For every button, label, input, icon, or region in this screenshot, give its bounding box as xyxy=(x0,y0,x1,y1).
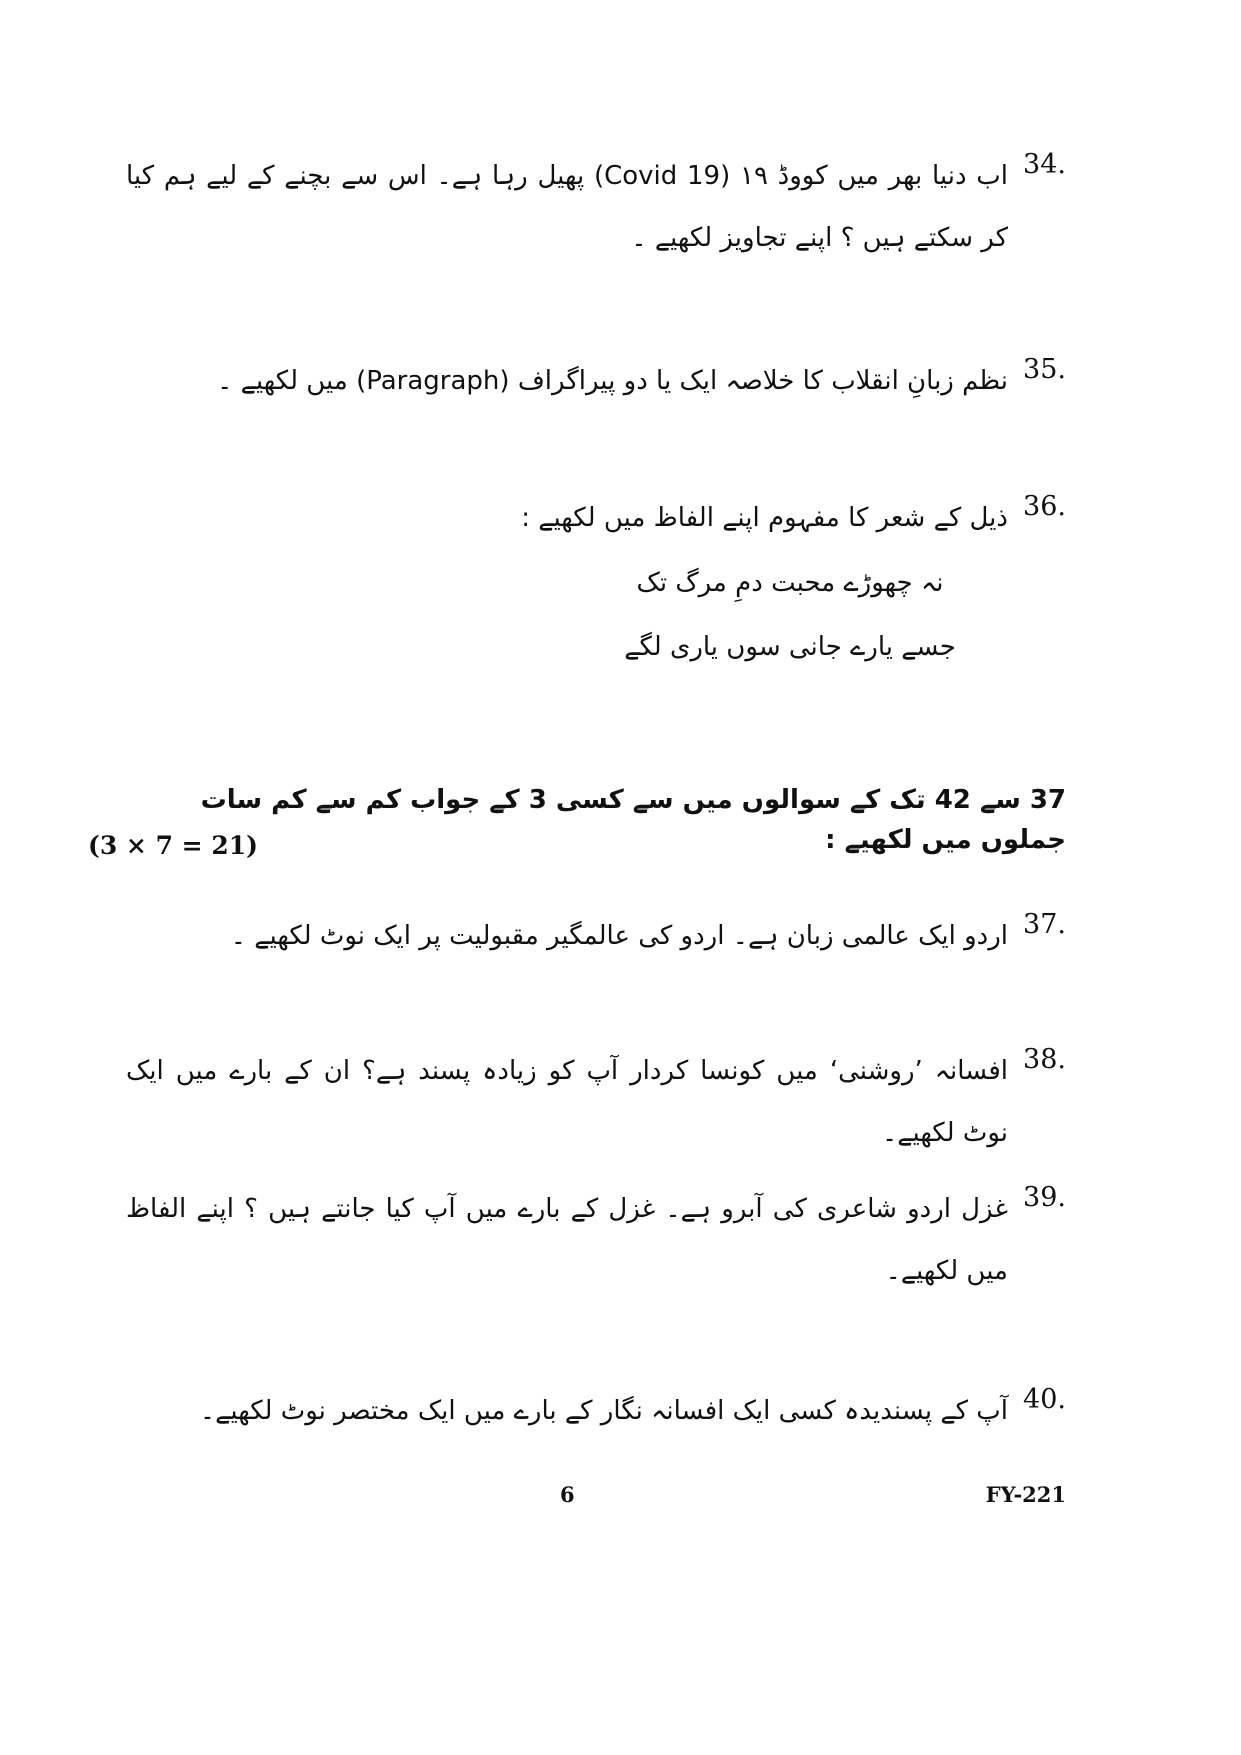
question-39 xyxy=(126,1178,1066,1302)
question-37 xyxy=(126,905,1066,967)
question-text: ذیل کے شعر کا مفہوم اپنے الفاظ میں لکھیے : xyxy=(521,503,1008,533)
paper-code: FY-221 xyxy=(985,1482,1066,1507)
page-number: 6 xyxy=(560,1482,575,1507)
question-34 xyxy=(126,145,1066,269)
question-number: 37. xyxy=(1023,909,1066,940)
question-number: 38. xyxy=(1023,1044,1066,1075)
question-35 xyxy=(126,350,1066,412)
question-text: غزل اردو شاعری کی آبرو ہے۔ غزل کے بارے میں آپ کیا جانتے ہیں ؟ اپنے الفاظ میں لکھیے۔ xyxy=(126,1194,1008,1286)
question-text: آپ کے پسندیدہ کسی ایک افسانہ نگار کے بارے میں ایک مختصر نوٹ لکھیے۔ xyxy=(199,1396,1008,1426)
verse-line-2: جسے یارے جانی سوں یاری لگے xyxy=(624,632,956,662)
question-36 xyxy=(126,487,1066,549)
question-text: اردو ایک عالمی زبان ہے۔ اردو کی عالمگیر مقبولیت پر ایک نوٹ لکھیے ۔ xyxy=(230,921,1008,951)
question-text: افسانہ ’روشنی‘ میں کونسا کردار آپ کو زیادہ پسند ہے؟ ان کے بارے میں ایک نوٹ لکھیے۔ xyxy=(126,1056,1008,1148)
question-number: 40. xyxy=(1023,1384,1066,1415)
verse-line-1: نہ چھوڑے محبت دمِ مرگ تک xyxy=(636,568,944,598)
question-text: نظم زبانِ انقلاب کا خلاصہ ایک یا دو پیراگراف (Paragraph) میں لکھیے ۔ xyxy=(217,366,1008,396)
question-number: 35. xyxy=(1023,354,1066,385)
question-number: 34. xyxy=(1023,149,1066,180)
question-38 xyxy=(126,1040,1066,1164)
question-40 xyxy=(126,1380,1066,1442)
question-number: 36. xyxy=(1023,491,1066,522)
question-number: 39. xyxy=(1023,1182,1066,1213)
question-text: اب دنیا بھر میں کووڈ ۱۹ (Covid 19) پھیل رہا ہے۔ اس سے بچنے کے لیے ہم کیا کر سکتے ہیں ؟ اپنے تجاویز لکھیے ۔ xyxy=(126,161,1008,253)
section-marks: (3 × 7 = 21) xyxy=(88,831,258,860)
section-instruction: 37 سے 42 تک کے سوالوں میں سے کسی 3 کے جواب کم سے کم سات جملوں میں لکھیے : xyxy=(200,785,1066,855)
